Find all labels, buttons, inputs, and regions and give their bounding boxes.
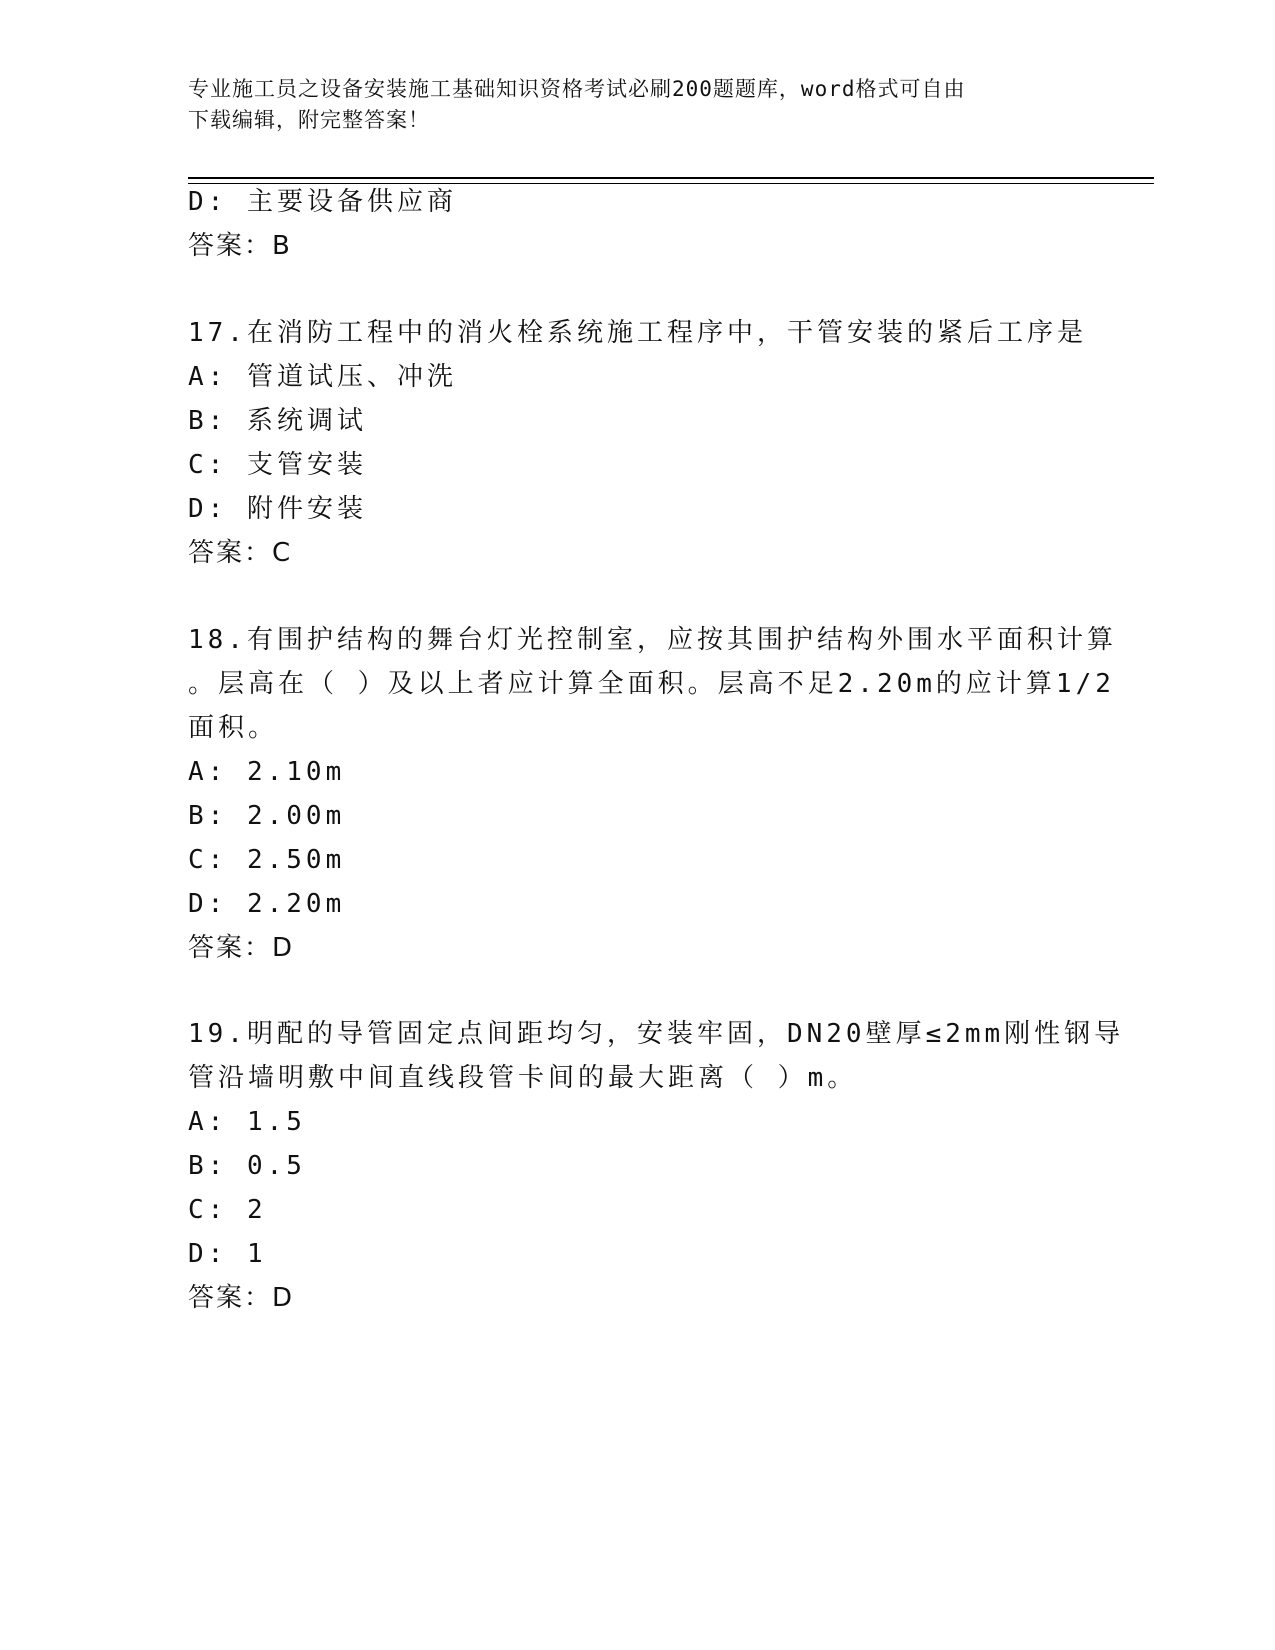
q19-stem-line-1: 19.明配的导管固定点间距均匀，安装牢固，DN20壁厚≤2mm刚性钢导 bbox=[188, 1019, 1125, 1049]
q18-stem-line-3: 面积。 bbox=[188, 713, 279, 743]
q18-option-b: B: 2.00m bbox=[188, 801, 346, 831]
q18-stem-line-1: 18.有围护结构的舞台灯光控制室，应按其围护结构外围水平面积计算 bbox=[188, 625, 1117, 655]
q19-stem-line-2: 管沿墙明敷中间直线段管卡间的最大距离（ ）m。 bbox=[188, 1063, 858, 1093]
q18-answer: 答案：D bbox=[188, 933, 295, 963]
q19-answer: 答案：D bbox=[188, 1283, 295, 1313]
q17-option-c: C: 支管安装 bbox=[188, 450, 367, 480]
document-header bbox=[188, 74, 1088, 136]
q17-option-a: A: 管道试压、冲洗 bbox=[188, 362, 457, 392]
q17-stem: 17.在消防工程中的消火栓系统施工程序中，干管安装的紧后工序是 bbox=[188, 318, 1087, 348]
q17-option-d: D: 附件安装 bbox=[188, 494, 367, 524]
q18-option-a: A: 2.10m bbox=[188, 757, 346, 787]
q18-stem-line-2: 。层高在（ ）及以上者应计算全面积。层高不足2.20m的应计算1/2 bbox=[188, 669, 1115, 699]
q16-option-d: D: 主要设备供应商 bbox=[188, 187, 457, 217]
q19-option-b: B: 0.5 bbox=[188, 1151, 306, 1181]
q19-option-a: A: 1.5 bbox=[188, 1107, 306, 1137]
q19-option-d: D: 1 bbox=[188, 1239, 267, 1269]
q19-option-c: C: 2 bbox=[188, 1195, 267, 1225]
q18-option-d: D: 2.20m bbox=[188, 889, 346, 919]
header-line-1: 专业施工员之设备安装施工基础知识资格考试必刷200题题库，word格式可自由 bbox=[188, 77, 966, 101]
header-rule-thick bbox=[188, 177, 1154, 179]
q16-answer: 答案：B bbox=[188, 231, 292, 261]
q17-answer: 答案：C bbox=[188, 538, 293, 568]
q18-option-c: C: 2.50m bbox=[188, 845, 346, 875]
header-line-2: 下载编辑，附完整答案！ bbox=[188, 108, 430, 132]
q17-option-b: B: 系统调试 bbox=[188, 406, 367, 436]
